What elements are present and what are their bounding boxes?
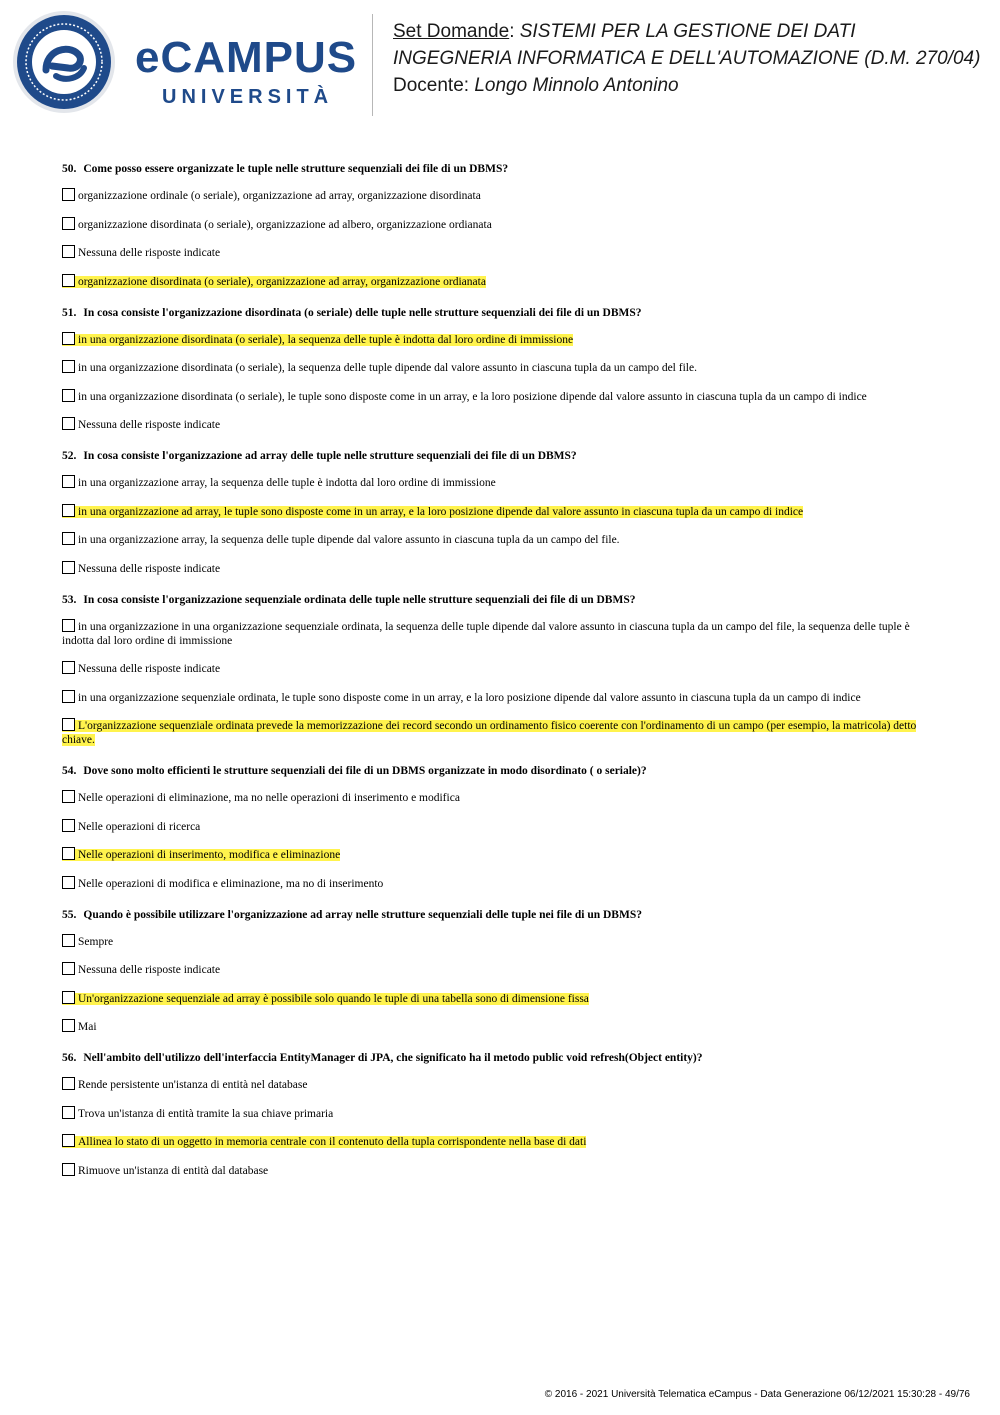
ecampus-logo — [12, 10, 362, 120]
university-seal-icon — [12, 10, 122, 120]
question-number: 52. — [62, 450, 77, 462]
answer-option — [62, 718, 942, 747]
question-block — [62, 764, 942, 891]
answer-text: in una organizzazione array, la sequenza delle tuple è indotta dal loro ordine di immissione — [78, 477, 496, 489]
answer-checkbox[interactable] — [62, 274, 75, 287]
answer-checkbox[interactable] — [62, 1019, 75, 1032]
answer-line — [62, 1108, 333, 1120]
answer-correct-highlight — [62, 849, 340, 861]
answer-text: Nelle operazioni di inserimento, modifica e eliminazione — [78, 849, 341, 861]
answer-text: in una organizzazione disordinata (o seriale), la sequenza delle tuple è indotta dal loro ordine di immissione — [78, 333, 574, 346]
question-number: 54. — [62, 765, 77, 777]
answer-line — [62, 391, 867, 403]
question-number: 55. — [62, 908, 77, 921]
answer-line — [62, 219, 492, 231]
answer-line — [62, 534, 620, 546]
answer-line — [62, 1021, 97, 1033]
answer-text: organizzazione ordinale (o seriale), organizzazione ad array, organizzazione disordinata — [78, 190, 481, 202]
answer-checkbox[interactable] — [62, 819, 75, 832]
answer-checkbox[interactable] — [62, 790, 75, 803]
answer-text: Nessuna delle risposte indicate — [78, 562, 221, 575]
brand-name: eCAMPUS — [135, 33, 358, 82]
answer-option — [62, 934, 942, 949]
answer-line — [62, 247, 220, 259]
answer-checkbox[interactable] — [62, 1134, 75, 1147]
answer-line — [62, 692, 861, 704]
answer-line — [62, 477, 496, 489]
answer-option — [62, 661, 942, 676]
course-info: Set Domande: SISTEMI PER LA GESTIONE DEI DATI INGEGNERIA INFORMATICA E DELL'AUTOMAZIONE (D.M. 270/04) Docente: Longo Minnolo Antonino — [393, 21, 981, 96]
answer-text: Un'organizzazione sequenziale ad array è possibile solo quando le tuple di una tabella sono di dimensione fissa — [78, 992, 589, 1005]
question-text: Quando è possibile utilizzare l'organizzazione ad array nelle strutture sequenziali delle tuple nei file di un DBMS? — [83, 908, 642, 921]
teacher-name: Longo Minnolo Antonino — [474, 75, 679, 96]
answer-option — [62, 619, 942, 648]
answer-line — [62, 1079, 307, 1091]
answer-line — [62, 190, 481, 202]
answer-option — [62, 819, 942, 834]
answer-option — [62, 1019, 942, 1034]
answer-text: Allinea lo stato di un oggetto in memoria centrale con il contenuto della tupla corrispondente nella base di dati — [78, 1136, 587, 1148]
question-title — [62, 1051, 942, 1065]
question-block — [62, 306, 942, 433]
brand-subtitle: UNIVERSITÀ — [162, 86, 334, 108]
answer-text: Nessuna delle risposte indicate — [78, 663, 221, 675]
question-title — [62, 449, 942, 463]
answer-option — [62, 504, 942, 519]
question-block — [62, 1051, 942, 1178]
answer-correct-highlight — [62, 993, 589, 1005]
question-number: 53. — [62, 593, 77, 606]
answer-checkbox[interactable] — [62, 991, 75, 1004]
degree-title: INGEGNERIA INFORMATICA E DELL'AUTOMAZIONE (D.M. 270/04) — [393, 48, 981, 69]
answer-option — [62, 475, 942, 490]
answer-text: in una organizzazione in una organizzazione sequenziale ordinata, la sequenza delle tuple dipende dal valore assunto in ciascuna tupla da un campo del file, la sequenza delle tuple è indotta dal loro ordine di immissione — [62, 620, 910, 647]
question-title — [62, 162, 942, 176]
answer-checkbox[interactable] — [62, 561, 75, 574]
answer-correct-highlight — [62, 506, 803, 518]
page-header — [0, 0, 1000, 130]
answer-text: in una organizzazione disordinata (o seriale), la sequenza delle tuple dipende dal valore assunto in ciascuna tupla da un campo del file. — [78, 362, 697, 374]
answer-line — [62, 1165, 268, 1177]
question-text: In cosa consiste l'organizzazione sequenziale ordinata delle tuple nelle strutture sequenziali dei file di un DBMS? — [83, 593, 636, 606]
answer-correct-highlight — [62, 334, 573, 346]
question-text: In cosa consiste l'organizzazione disordinata (o seriale) delle tuple nelle strutture sequenziali dei file di un DBMS? — [83, 306, 642, 319]
answer-option — [62, 1106, 942, 1121]
question-title — [62, 908, 942, 922]
answer-text: Rimuove un'istanza di entità dal database — [78, 1164, 269, 1177]
answer-checkbox[interactable] — [62, 718, 75, 731]
answer-checkbox[interactable] — [62, 475, 75, 488]
answer-checkbox[interactable] — [62, 245, 75, 258]
answer-option — [62, 561, 942, 576]
question-title — [62, 306, 942, 320]
answer-text: organizzazione disordinata (o seriale), organizzazione ad albero, organizzazione ordianata — [78, 218, 492, 231]
answer-text: in una organizzazione sequenziale ordinata, le tuple sono disposte come in un array, e la loro posizione dipende dal valore assunto in ciascuna tupla da un campo di indice — [78, 691, 861, 704]
answer-line — [62, 964, 220, 976]
answer-line — [62, 663, 220, 675]
answer-option — [62, 876, 942, 891]
answer-text: Nessuna delle risposte indicate — [78, 964, 221, 976]
answer-option — [62, 790, 942, 805]
question-block — [62, 449, 942, 576]
answer-option — [62, 188, 942, 203]
answer-checkbox[interactable] — [62, 360, 75, 373]
answer-correct-highlight — [62, 720, 916, 746]
answer-text: Rende persistente un'istanza di entità nel database — [78, 1079, 308, 1091]
answer-checkbox[interactable] — [62, 934, 75, 947]
answer-text: Sempre — [78, 935, 114, 948]
answer-checkbox[interactable] — [62, 876, 75, 889]
answer-option — [62, 332, 942, 347]
answer-option — [62, 245, 942, 260]
subject-title: SISTEMI PER LA GESTIONE DEI DATI — [519, 21, 856, 42]
answer-option — [62, 847, 942, 862]
answer-correct-highlight — [62, 276, 486, 288]
answer-text: Mai — [78, 1021, 97, 1033]
answer-option — [62, 274, 942, 289]
question-text: Dove sono molto efficienti le strutture sequenziali dei file di un DBMS organizzate in modo disordinato ( o seriale)? — [83, 765, 647, 777]
answer-checkbox[interactable] — [62, 332, 75, 345]
question-text: Nell'ambito dell'utilizzo dell'interfaccia EntityManager di JPA, che significato ha il metodo public void refresh(Object entity)? — [83, 1052, 703, 1064]
answer-text: Nelle operazioni di ricerca — [78, 820, 201, 833]
answer-text: organizzazione disordinata (o seriale), organizzazione ad array, organizzazione ordianata — [78, 275, 486, 288]
question-block — [62, 908, 942, 1035]
answer-option — [62, 532, 942, 547]
answer-option — [62, 1134, 942, 1149]
answer-line — [62, 936, 113, 948]
question-block — [62, 162, 942, 289]
answer-line — [62, 792, 460, 804]
answer-checkbox[interactable] — [62, 504, 75, 517]
question-text: In cosa consiste l'organizzazione ad array delle tuple nelle strutture sequenziali dei file di un DBMS? — [83, 450, 577, 462]
answer-option — [62, 962, 942, 977]
answer-text: Nessuna delle risposte indicate — [78, 419, 221, 431]
answer-option — [62, 991, 942, 1006]
question-title — [62, 764, 942, 778]
answer-text: in una organizzazione disordinata (o seriale), le tuple sono disposte come in un array, e la loro posizione dipende dal valore assunto in ciascuna tupla da un campo di indice — [78, 390, 867, 403]
answer-line — [62, 821, 200, 833]
answer-text: in una organizzazione ad array, le tuple sono disposte come in un array, e la loro posizione dipende dal valore assunto in ciascuna tupla da un campo di indice — [78, 505, 804, 518]
header-divider — [372, 14, 373, 116]
answer-text: Nelle operazioni di modifica e eliminazione, ma no di inserimento — [78, 877, 384, 890]
answer-checkbox[interactable] — [62, 1106, 75, 1119]
answer-option — [62, 417, 942, 432]
answer-line — [62, 419, 220, 431]
answer-checkbox[interactable] — [62, 217, 75, 230]
answer-line — [62, 563, 220, 575]
answer-line — [62, 362, 697, 374]
answer-option — [62, 1077, 942, 1092]
answer-checkbox[interactable] — [62, 847, 75, 860]
question-number: 50. — [62, 163, 77, 175]
answer-text: L'organizzazione sequenziale ordinata prevede la memorizzazione dei record secondo un ordinamento fisico coerente con l'ordinamento di un campo (per esempio, la matricola) detto chiave. — [62, 720, 917, 746]
answer-checkbox[interactable] — [62, 619, 75, 632]
question-text: Come posso essere organizzate le tuple nelle strutture sequenziali dei file di un DBMS? — [83, 163, 509, 175]
answer-line — [62, 878, 383, 890]
page-footer: © 2016 - 2021 Università Telematica eCampus - Data Generazione 06/12/2021 15:30:28 - 49/76 — [544, 1389, 970, 1400]
answer-checkbox[interactable] — [62, 532, 75, 545]
answer-checkbox[interactable] — [62, 1077, 75, 1090]
question-title — [62, 593, 942, 607]
answer-option — [62, 1163, 942, 1178]
answer-checkbox[interactable] — [62, 690, 75, 703]
answer-option — [62, 690, 942, 705]
answer-line — [62, 621, 910, 647]
answer-checkbox[interactable] — [62, 417, 75, 430]
answer-text: Nelle operazioni di eliminazione, ma no nelle operazioni di inserimento e modifica — [78, 792, 460, 804]
answer-text: in una organizzazione array, la sequenza delle tuple dipende dal valore assunto in ciascuna tupla da un campo del file. — [78, 534, 620, 546]
answer-checkbox[interactable] — [62, 389, 75, 402]
question-number: 51. — [62, 306, 77, 319]
question-number: 56. — [62, 1052, 77, 1064]
answer-checkbox[interactable] — [62, 661, 75, 674]
answer-checkbox[interactable] — [62, 962, 75, 975]
answer-option — [62, 360, 942, 375]
question-block — [62, 593, 942, 748]
teacher-label: Docente — [393, 75, 464, 96]
answer-correct-highlight — [62, 1136, 586, 1148]
answer-checkbox[interactable] — [62, 1163, 75, 1176]
answer-text: Trova un'istanza di entità tramite la sua chiave primaria — [78, 1107, 334, 1120]
answer-option — [62, 389, 942, 404]
answer-text: Nessuna delle risposte indicate — [78, 247, 221, 259]
question-list — [62, 162, 942, 1195]
set-label: Set Domande — [393, 21, 510, 42]
answer-checkbox[interactable] — [62, 188, 75, 201]
answer-option — [62, 217, 942, 232]
